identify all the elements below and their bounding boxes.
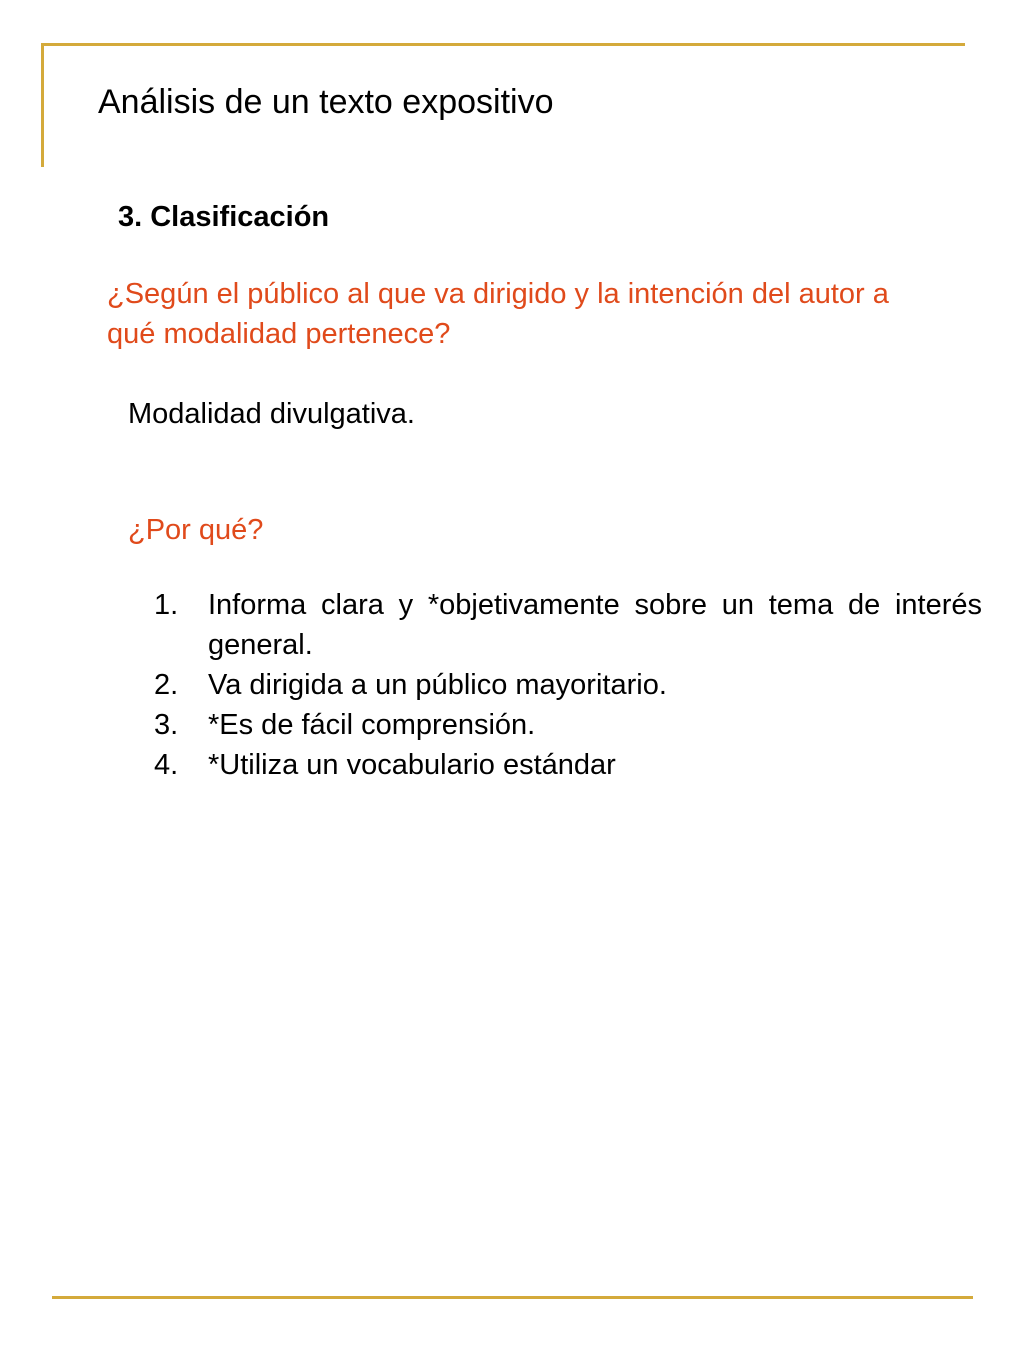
list-item-text: Va dirigida a un público mayoritario.: [208, 669, 667, 701]
list-item-text: *Utiliza un vocabulario estándar: [208, 749, 616, 781]
list-item-number: 2.: [154, 669, 179, 701]
list-item: [154, 585, 982, 665]
top-frame-line: [42, 43, 965, 46]
why-question: ¿Por qué?: [128, 514, 264, 546]
question-text: ¿Según el público al que va dirigido y la intención del autor a qué modalidad pertenece?: [107, 278, 889, 350]
list-item-text: *Es de fácil comprensión.: [208, 709, 536, 741]
list-item-number: 1.: [154, 589, 179, 621]
list-item-number: 3.: [154, 709, 179, 741]
list-item: [154, 665, 982, 705]
list-item: [154, 745, 982, 785]
list-item-number: 4.: [154, 749, 179, 781]
answer-text: Modalidad divulgativa.: [128, 398, 415, 430]
list-item-text: Informa clara y *objetivamente sobre un tema de interés general.: [208, 589, 982, 661]
reasons-list: [154, 585, 982, 785]
left-frame-line: [41, 43, 44, 167]
section-heading: 3. Clasificación: [118, 201, 330, 233]
bottom-frame-line: [52, 1296, 973, 1299]
list-item: [154, 705, 982, 745]
slide-title: Análisis de un texto expositivo: [98, 83, 554, 121]
